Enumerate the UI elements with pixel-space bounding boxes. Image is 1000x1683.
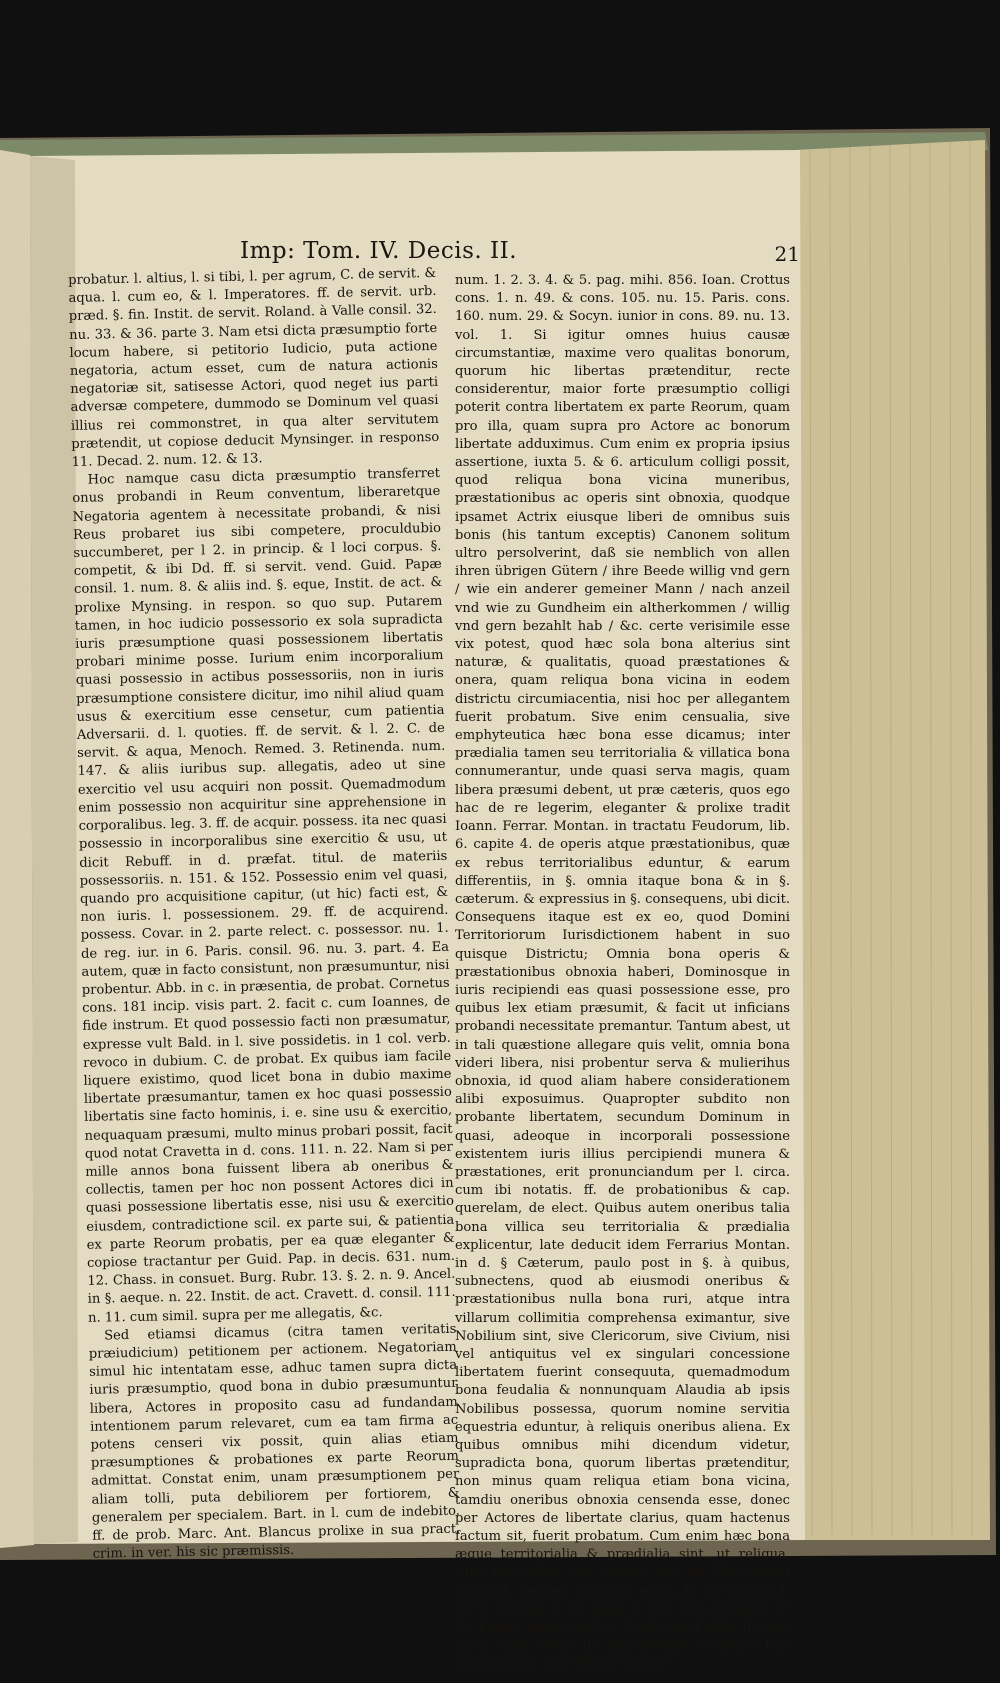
left-paragraph: probatur. l. altius, l. si tibi, l. per agrum, C. de servit. & aqua. l. cum eo, & l. Imperatores. ff. de servit. urb. præd. §. fin. Instit. de servit. Roland. à Valle consil. 32. nu. 33. & 36. parte 3. Nam etsi dicta præsumptio forte locum habere, si petitorio Iudicio, puta actione negatoria, actum esset, cum de natura actionis negatoriæ sit, satisesse Actori, quod neget ius parti adversæ competere, dummodo se Dominum vel quasi illius rei commonstret, in qua alter servitutem prætendit, ut copiose deducit Mynsinger. in responso 11. Decad. 2. num. 12. & 13.: [68, 265, 440, 470]
facing-page: [0, 150, 34, 1548]
left-column: [68, 265, 461, 1562]
left-paragraph: Hoc namque casu dicta præsumptio transferret onus probandi in Reum conventum, liberaretque Negatoria agentem à necessitate probandi, & nisi Reus probaret ius sibi competere, proculdubio succumberet, per l 2. in princip. & l loci corpus. §. competit, & ibi Dd. ff. si servit. vend. Guid. Papæ consil. 1. num. 8. & aliis ind. §. eque, Instit. de act. & prolixe Mynsing. in respon. so quo sup. Putarem tamen, in hoc iudicio possessorio ex sola supradicta iuris præsumptione quasi possessionem libertatis probari minime posse. Iurium enim incorporalium quasi possessio in actibus possessoriis, non in iuris præsumptione consistere dicitur, imo nihil aliud quam usus & exercitium esse censetur, cum patientia Adversarii. d. l. quoties. ff. de servit. & l. 2. C. de servit. & aqua, Menoch. Remed. 3. Retinenda. num. 147. & aliis iuribus sup. allegatis, adeo ut sine exercitio vel usu acquiri non possit. Quemadmodum enim possessio non acquiritur sine apprehensione in corporalibus. leg. 3. ff. de acquir. possess. ita nec quasi possessio in incorporalibus sine exercitio & usu, ut dicit Rebuff. in d. præfat. titul. de materiis possessoriis. n. 151. & 152. Possessio enim vel quasi, quando pro acquisitione capitur, (ut hic) facti est, & non iuris. l. possessionem. 29. ff. de acquirend. possess. Covar. in 2. parte relect. c. possessor. nu. 1. de reg. iur. in 6. Paris. consil. 96. nu. 3. part. 4. Ea autem, quæ in facto consistunt, non præsumuntur, nisi probentur. Abb. in c. in præsentia, de probat. Cornetus cons. 181 incip. visis part. 2. facit c. cum Ioannes, de fide instrum. Et quod possessio facti non præsumatur, expresse vult Bald. in l. sive possidetis. in 1 col. verb. revoco in dubium. C. de probat. Ex quibus iam facile liquere existimo, quod licet bona in dubio maxime libertate præsumantur, tamen ex hoc quasi possessio libertatis sine facto hominis, i. e. sine usu & exercitio, nequaquam præsumi, multo minus probari possit, facit quod notat Cravetta in d. cons. 111. n. 22. Nam si per mille annos bona fuissent libera ab oneribus & collectis, tamen per hoc non possent Actores dici in quasi possessione libertatis esse, nisi usu & exercitio eiusdem, contradictione scil. ex parte sui, & patientia ex parte Reorum probatis, per ea quæ eleganter & copiose tractantur per Guid. Pap. in decis. 631. num. 12. Chass. in consuet. Burg. Rubr. 13. §. 2. n. 9. Ancel. in §. aeque. n. 22. Instit. de act. Cravett. d. consil. 111. n. 11. cum simil. supra per me allegatis, &c.: [72, 466, 456, 1326]
page-number: 21: [774, 242, 800, 266]
page-edges: [795, 140, 990, 1540]
right-column: [455, 272, 790, 1672]
left-paragraph: Sed etiamsi dicamus (citra tamen veritatis præiudicium) petitionem per actionem. Negatoriam simul hic intentatam esse, adhuc tamen supra dicta iuris præsumptio, quod bona in dubio præsumuntur libera, Actores in proposito casu ad fundandam intentionem parum relevaret, cum ea tam firma ac potens censeri vix possit, quin alias etiam præsumptiones & probationes ex parte Reorum admittat. Constat enim, unam præsumptionem per aliam tolli, puta debiliorem per fortiorem, & generalem per specialem. Bart. in l. cum de indebito. ff. de prob. Marc. Ant. Blancus prolixe in sua pract. crim. in ver. his sic præmissis.: [88, 1321, 461, 1562]
right-paragraph: num. 1. 2. 3. 4. & 5. pag. mihi. 856. Ioan. Crottus cons. 1. n. 49. & cons. 105. nu. 15. Paris. cons. 160. num. 29. & Socyn. iunior in cons. 89. nu. 13. vol. 1. Si igitur omnes huius causæ circumstantiæ, maxime vero qualitas bonorum, quorum hic libertas prætenditur, recte considerentur, maior forte præsumptio colligi poterit contra libertatem ex parte Reorum, quam pro illa, quam supra pro Actore ac bonorum libertate adduximus. Cum enim ex propria ipsius assertione, iuxta 5. & 6. articulum colligi possit, quod reliqua bona vicina muneribus, præstationibus ac operis sint obnoxia, quodque ipsamet Actrix eiusque liberi de omnibus suis bonis (his tantum exceptis) Canonem solitum ultro persolverint, daß sie nemblich von allen ihren übrigen Gütern / ihre Beede willig vnd gern / wie ein anderer gemeiner Mann / nach anzeil vnd wie zu Gundheim ein altherkommen / willig vnd gern bezahlt hab / &c. certe verisimile esse vix potest, quod hæc sola bona alterius sint naturæ, & qualitatis, quoad præstationes & onera, quam reliqua bona vicina in eodem districtu circumiacentia, nisi hoc per allegantem fuerit probatum. Sive enim censualia, sive emphyteutica hæc bona esse dicamus; inter prædialia tamen seu territorialia & villatica bona connumerantur, unde quasi serva magis, quam libera præsumi debent, ut præ cæteris, quos ego hac de re legerim, eleganter & prolixe tradit Ioann. Ferrar. Montan. in tractatu Feudorum, lib. 6. capite 4. de operis atque præstationibus, quæ ex rebus territorialibus eduntur, & earum differentiis, in §. omnia itaque bona & in §. cæterum. & expressius in §. consequens, ubi dicit. Consequens itaque est ex eo, quod Domini Territoriorum Iurisdictionem habent in suo quisque Districtu; Omnia bona operis & præstationibus obnoxia haberi, Dominosque in iuris recipiendi eas quasi possessione esse, pro quibus lex etiam præsumit, & facit ut inficians probandi necessitate premantur. Tantum abest, ut in tali quæstione allegare quis velit, omnia bona videri libera, nisi probentur serva & mulierihus obnoxia, id quod aliam habere considerationem alibi exposuimus. Quapropter subdito non probante libertatem, secundum Dominum in quasi, adeoque in incorporali possessione existentem iuris illius percipiendi munera & præstationes, erit pronunciandum per l. circa. cum ibi notatis. ff. de probationibus & cap. querelam, de elect. Quibus autem oneribus talia bona villica seu territorialia & prædialia explicentur, late deducit idem Ferrarius Montan. in d. § Cæterum, paulo post in §. à quibus, subnectens, quod ab eiusmodi oneribus & præstationibus nulla bona ruri, atque intra villarum collimitia comprehensa eximantur, sive Nobilium sint, sive Clericorum, sive Civium, nisi vel antiquitus vel ex singulari concessione libertatem fuerint consequuta, quemadmodum bona feudalia & nonnunquam Alaudia ab ipsis Nobilibus possessa, quorum nomine servitia equestria eduntur, à reliquis oneribus aliena. Ex quibus omnibus mihi dicendum videtur, supradicta bona, quorum libertas prætenditur, non minus quam reliqua etiam bona vicina, tamdiu oneribus obnoxia censenda esse, donec per Actores de libertate clarius, quam hactenus factum sit, fuerit probatum. Cum enim hæc bona æque territorialia & prædialia sint, ut reliqua, satis non video, cur diverso iure ab illis censeri debeant. per leg. eum qui ædes. ff. de usucap. l. ser §. Tyrann. ff. de legat. 2. & l. cum Fundum. ff. de Fundo instructo &c. Facit quod alibi dicitur, quod unus solus de universitate recusare non debet onera, quæ alii de univer-: [455, 273, 790, 1672]
running-head-title: Imp: Tom. IV. Decis. II.: [240, 238, 518, 264]
